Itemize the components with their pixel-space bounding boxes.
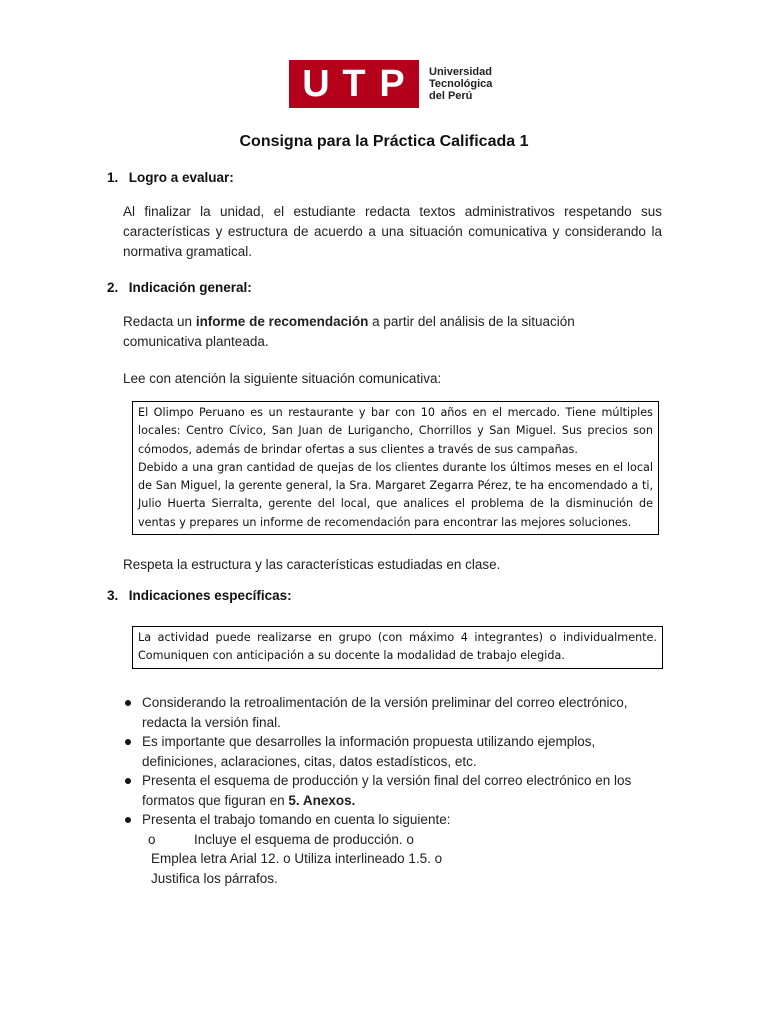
sublist-marker: o	[148, 831, 156, 847]
bullet-icon	[125, 817, 131, 823]
section-1-heading	[107, 170, 234, 185]
section-2-text	[123, 312, 593, 352]
section-2-text-after: a partir del análisis de la situación comunicativa planteada.	[123, 314, 575, 349]
bullet-icon	[125, 700, 131, 706]
sublist-line-1-text: Incluye el esquema de producción. o	[194, 831, 414, 847]
section-3-heading	[107, 588, 292, 603]
activity-box: La actividad puede realizarse en grupo (con máximo 4 integrantes) o individualmente. Comuniquen con anticipación a su docente la modalidad de trabajo elegida.	[132, 626, 663, 669]
bullet-icon	[125, 778, 131, 784]
bullet-3-text: Presenta el esquema de producción y la versión final del correo electrónico en los formatos que figuran en	[142, 773, 632, 808]
logo-university-name	[429, 66, 492, 102]
section-1-text: Al finalizar la unidad, el estudiante redacta textos administrativos respetando sus características y estructura de acuerdo a una situación comunicativa y considerando la normativa gramatical.	[123, 204, 662, 259]
section-1-number: 1.	[107, 170, 119, 185]
logo-letter-t: T	[342, 62, 366, 105]
section-2-number: 2.	[107, 280, 119, 295]
logo-line-1: Universidad	[429, 66, 492, 78]
bullet-4-text: Presenta el trabajo tomando en cuenta lo siguiente:	[142, 812, 451, 827]
logo-letter-p: P	[379, 62, 405, 105]
section-3-title: Indicaciones específicas:	[128, 588, 292, 603]
bullet-1-text: Considerando la retroalimentación de la versión preliminar del correo electrónico, redacta la versión final.	[142, 695, 628, 730]
page-title: Consigna para la Práctica Calificada 1	[239, 133, 529, 150]
situation-box	[132, 401, 659, 535]
section-3-number: 3.	[107, 588, 119, 603]
situation-paragraph-1: El Olimpo Peruano es un restaurante y bar con 10 años en el mercado. Tiene múltiples locales: Centro Cívico, San Juan de Lurigancho, Chorrillos y San Miguel. Sus precios son cómodos, además de brindar ofertas a sus clientes a través de sus campañas.	[138, 406, 653, 456]
logo-line-3: del Perú	[429, 90, 473, 102]
sublist-line-2: Emplea letra Arial 12. o Utiliza interlineado 1.5. o	[151, 851, 443, 866]
section-2-text-bold: informe de recomendación	[195, 314, 369, 329]
sublist-line-1	[142, 830, 663, 850]
logo-line-2: Tecnológica	[429, 78, 493, 90]
closing-text: Respeta la estructura y las características estudiadas en clase.	[123, 557, 501, 572]
bullet-3-bold: 5. Anexos.	[288, 792, 356, 808]
utp-logo	[289, 60, 492, 108]
section-2-heading	[107, 280, 252, 295]
specific-instructions-list	[123, 693, 663, 888]
list-item	[123, 771, 663, 810]
list-item	[123, 810, 663, 888]
list-item	[123, 732, 663, 771]
list-item	[123, 693, 663, 732]
logo-letter-u: U	[302, 62, 330, 105]
situation-paragraph-2: Debido a una gran cantidad de quejas de los clientes durante los últimos meses en el local de San Miguel, la gerente general, la Sra. Margaret Zegarra Pérez, te ha encomendado a ti, Julio Huerta Sierralta, gerente del local, que analices el problema de la disminución de ventas y prepares un informe de recomendación para encontrar las mejores soluciones.	[138, 460, 653, 529]
section-2-title: Indicación general:	[128, 280, 252, 295]
sublist-line-3: Justifica los párrafos.	[151, 870, 278, 886]
section-1-title: Logro a evaluar:	[128, 170, 234, 185]
bullet-icon	[125, 739, 131, 745]
read-prompt: Lee con atención la siguiente situación comunicativa:	[123, 371, 442, 386]
section-2-text-before: Redacta un	[123, 314, 196, 329]
bullet-2-text: Es importante que desarrolles la información propuesta utilizando ejemplos, definiciones, aclaraciones, citas, datos estadísticos, etc.	[142, 734, 596, 769]
logo-letters	[289, 60, 419, 108]
